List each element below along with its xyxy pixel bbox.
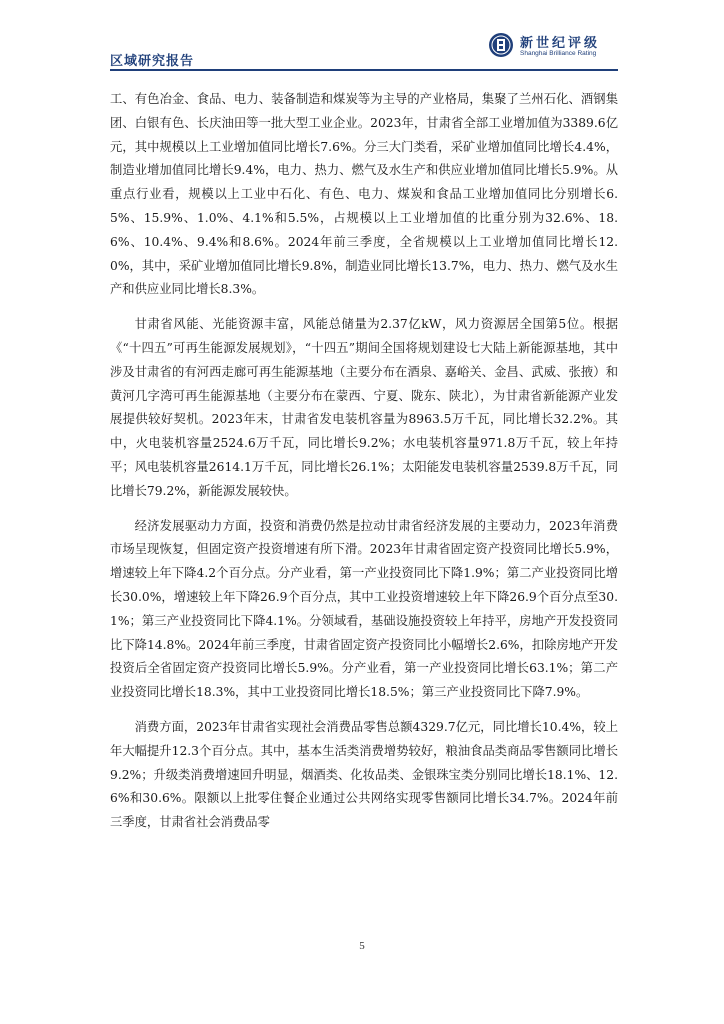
brilliance-logo-icon bbox=[488, 32, 514, 58]
paragraph-investment: 经济发展驱动力方面，投资和消费仍然是拉动甘肃省经济发展的主要动力，2023年消费市场呈现恢复，但固定资产投资增速有所下滑。2023年甘肃省固定资产投资同比增长5.9%，增速较上年下降4.2个百分点。分产业看，第一产业投资同比下降1.9%；第二产业投资同比增长30.0%，增速较上年下降26.9个百分点，其中工业投资增速较上年下降26.9个百分点至30.1%；第三产业投资同比下降4.1%。分领域看，基础设施投资较上年持平，房地产开发投资同比下降14.8%。2024年前三季度，甘肃省固定资产投资同比小幅增长2.6%，扣除房地产开发投资后全省固定资产投资同比增长5.9%。分产业看，第一产业投资同比增长63.1%；第二产业投资同比增长18.3%，其中工业投资同比增长18.5%；第三产业投资同比下降7.9%。 bbox=[110, 518, 618, 700]
paragraph-energy: 甘肃省风能、光能资源丰富，风能总储量为2.37亿kW，风力资源居全国第5位。根据《“十四五”可再生能源发展规划》，“十四五”期间全国将规划建设七大陆上新能源基地，其中涉及甘肃省的有河西走廊可再生能源基地（主要分布在酒泉、嘉峪关、金昌、武威、张掖）和黄河几字湾可再生能源基地（主要分布在蒙西、宁夏、陇东、陕北），为甘肃省新能源产业发展提供较好契机。2023年末，甘肃省发电装机容量为8963.5万千瓦，同比增长32.2%。其中，火电装机容量2524.6万千瓦，同比增长9.2%；水电装机容量971.8万千瓦，较上年持平；风电装机容量2614.1万千瓦，同比增长26.1%；太阳能发电装机容量2539.8万千瓦，同比增长79.2%，新能源发展较快。 bbox=[110, 317, 618, 498]
header-divider bbox=[110, 69, 618, 71]
logo-chinese-name: 新世纪评级 bbox=[520, 36, 601, 51]
logo-english-name: Shanghai Brilliance Rating bbox=[520, 50, 597, 57]
report-body bbox=[110, 88, 618, 846]
paragraph-industry: 工、有色冶金、食品、电力、装备制造和煤炭等为主导的产业格局，集聚了兰州石化、酒钢集团、白银有色、长庆油田等一批大型工业企业。2023年，甘肃省全部工业增加值为3389.6亿元，其中规模以上工业增加值同比增长7.6%。分三大门类看，采矿业增加值同比增长4.4%，制造业增加值同比增长9.4%，电力、热力、燃气及水生产和供应业增加值同比增长5.9%。从重点行业看，规模以上工业中石化、有色、电力、煤炭和食品工业增加值同比分别增长6.5%、15.9%、1.0%、4.1%和5.5%，占规模以上工业增加值的比重分别为32.6%、18.6%、10.4%、9.4%和8.6%。2024年前三季度，全省规模以上工业增加值同比增长12.0%，其中，采矿业增加值同比增长9.8%，制造业同比增长13.7%，电力、热力、燃气及水生产和供应业同比增长8.3%。 bbox=[110, 92, 618, 297]
report-title: 区域研究报告 bbox=[110, 54, 195, 69]
page-number: 5 bbox=[359, 940, 365, 952]
brand-logo bbox=[488, 30, 618, 64]
paragraph-consumption: 消费方面，2023年甘肃省实现社会消费品零售总额4329.7亿元，同比增长10.4%，较上年大幅提升12.3个百分点。其中，基本生活类消费增势较好，粮油食品类商品零售额同比增长9.2%；升级类消费增速回升明显，烟酒类、化妆品类、金银珠宝类分别同比增长18.1%、12.6%和30.6%。限额以上批零住餐企业通过公共网络实现零售额同比增长34.7%。2024年前三季度，甘肃省社会消费品零 bbox=[110, 719, 618, 830]
page-header bbox=[110, 30, 618, 72]
